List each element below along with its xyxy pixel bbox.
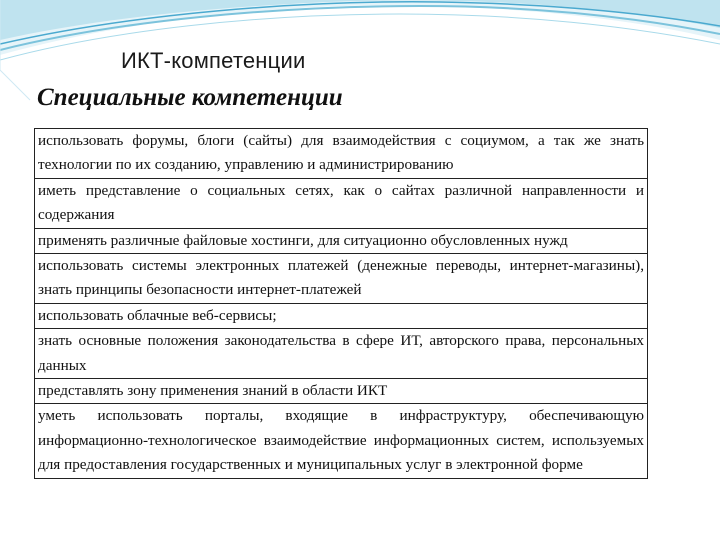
table-row <box>35 303 648 328</box>
table-cell: представлять зону применения знаний в области ИКТ <box>35 379 648 404</box>
table-cell: уметь использовать порталы, входящие в инфраструктуру, обеспечивающую информационно-технологическое взаимодействие информационных систем, используемых для предоставления государственных и муниципальных услуг в электронной форме <box>35 404 648 478</box>
slide-title: ИКТ-компетенции <box>121 48 306 73</box>
table-cell: использовать форумы, блоги (сайты) для взаимодействия с социумом, а так же знать технологии по их созданию, управлению и администрированию <box>35 129 648 179</box>
section-heading: Специальные компетенции <box>37 84 343 111</box>
table-row <box>35 129 648 179</box>
table-row <box>35 178 648 228</box>
table-row <box>35 329 648 379</box>
table-row <box>35 254 648 304</box>
table-row <box>35 404 648 478</box>
table-row <box>35 379 648 404</box>
competencies-table <box>34 128 648 479</box>
table-cell: знать основные положения законодательства в сфере ИТ, авторского права, персональных данных <box>35 329 648 379</box>
table-row <box>35 228 648 253</box>
table-cell: применять различные файловые хостинги, для ситуационно обусловленных нужд <box>35 228 648 253</box>
table-cell: использовать системы электронных платежей (денежные переводы, интернет-магазины), знать принципы безопасности интернет-платежей <box>35 254 648 304</box>
table-cell: использовать облачные веб-сервисы; <box>35 303 648 328</box>
table-cell: иметь представление о социальных сетях, как о сайтах различной направленности и содержания <box>35 178 648 228</box>
